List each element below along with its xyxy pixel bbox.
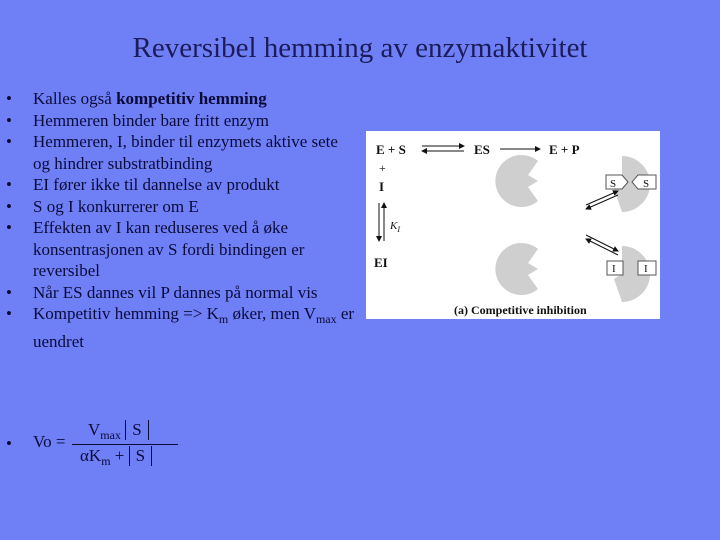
fraction-bar xyxy=(72,444,178,445)
formula-numerator xyxy=(88,420,149,443)
eq-e-plus-s: E + S xyxy=(376,142,406,157)
subscript: max xyxy=(315,312,337,326)
formula-lhs: Vo = xyxy=(33,432,66,451)
competitive-inhibition-figure xyxy=(366,131,660,319)
alpha-km-symbol: αK xyxy=(80,446,102,465)
bullet-item: • Hemmeren binder bare fritt enzym xyxy=(6,110,356,132)
ei-complex: EI xyxy=(374,255,388,270)
inhibitor-label: I xyxy=(612,263,616,275)
inhibitor-label: I xyxy=(644,263,648,275)
bullet-text: er uendret xyxy=(33,304,355,351)
bullet-marker: • xyxy=(6,434,12,453)
ki-label: $K_I$ xyxy=(390,220,401,234)
bullet-text: øker, men V xyxy=(228,304,316,323)
enzyme-shape xyxy=(495,155,538,207)
formula-denominator xyxy=(80,446,152,469)
subscript: m xyxy=(218,312,229,326)
substrate-label: S xyxy=(643,178,650,190)
bullet-item: • EI fører ikke til dannelse av produkt xyxy=(6,174,356,196)
bullet-text: Kalles også xyxy=(33,89,117,108)
bullet-item: • S og I konkurrerer om E xyxy=(6,196,356,218)
substrate-concentration: S xyxy=(125,420,148,440)
bullet-list xyxy=(6,88,356,352)
plus-sign: + xyxy=(110,446,125,465)
eq-e-plus-p: E + P xyxy=(549,142,580,157)
substrate-concentration: S xyxy=(129,446,152,466)
inhibitor-label: I xyxy=(379,179,385,194)
enzyme-shape xyxy=(495,243,538,295)
inhibitor-release-arrow xyxy=(586,239,618,255)
plus-sign: + xyxy=(379,161,386,175)
inhibitor-binding-arrow xyxy=(586,235,618,251)
bullet-item: • Når ES dannes vil P dannes på normal vis xyxy=(6,282,356,304)
slide-title: Reversibel hemming av enzymaktivitet xyxy=(132,32,588,64)
bullet-item xyxy=(6,303,356,352)
eq-es: ES xyxy=(474,142,490,157)
bullet-item xyxy=(6,88,356,110)
subscript: max xyxy=(100,428,121,442)
bullet-text: Kompetitiv hemming => K xyxy=(33,304,219,323)
figure-caption: (a) Competitive inhibition xyxy=(454,303,587,317)
bullet-item: • Hemmeren, I, binder til enzymets aktive sete og hindrer substratbinding xyxy=(6,131,356,174)
bullet-bold-text: kompetitiv hemming xyxy=(116,89,267,108)
bullet-item: • Effekten av I kan reduseres ved å øke konsentrasjonen av S fordi bindingen er reversibel xyxy=(6,217,356,282)
vmax-symbol: V xyxy=(88,420,101,439)
subscript: m xyxy=(101,454,111,468)
substrate-label: S xyxy=(610,178,617,190)
